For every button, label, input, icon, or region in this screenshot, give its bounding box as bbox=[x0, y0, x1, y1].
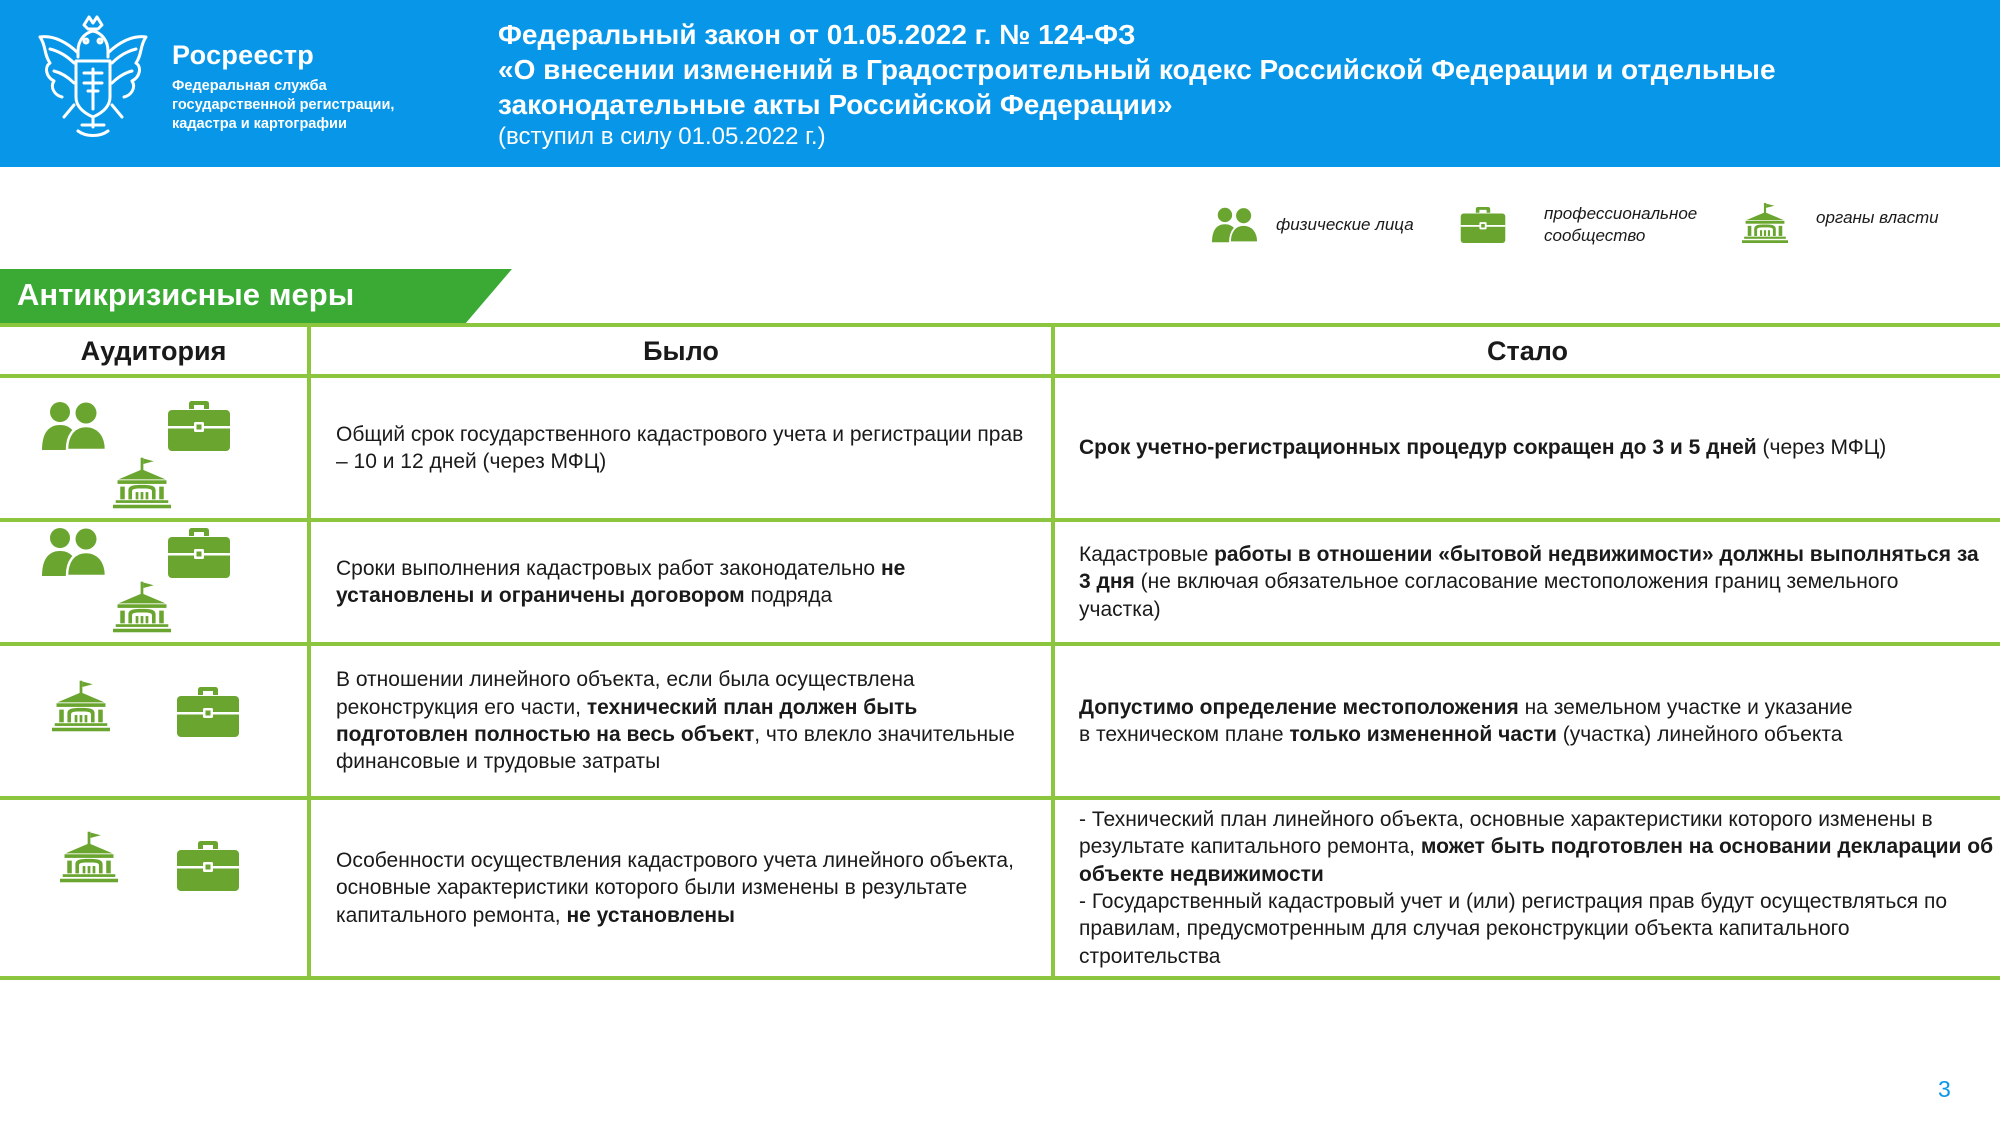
people-icon bbox=[42, 526, 106, 578]
section-banner bbox=[0, 269, 512, 324]
text-segment-bold: только измененной части bbox=[1289, 723, 1557, 746]
column-header-became: Стало bbox=[1486, 335, 1569, 366]
legend-authorities-label: органы власти bbox=[1816, 208, 1939, 227]
paragraph bbox=[1079, 806, 1994, 888]
text-segment: (участка) линейного объекта bbox=[1556, 723, 1843, 746]
text-segment: Кадастровые bbox=[1079, 543, 1215, 567]
cell-text bbox=[336, 421, 1036, 476]
government-building-icon bbox=[1742, 200, 1788, 246]
government-building-icon bbox=[113, 454, 171, 512]
column-header-was: Было bbox=[643, 335, 719, 366]
legend-individuals-label: физические лица bbox=[1276, 215, 1414, 234]
cell-text bbox=[1079, 806, 1994, 970]
brand-description: Федеральная служба государственной регистрации, кадастра и картографии bbox=[172, 78, 395, 132]
text-segment: на земельном участке и указание в техническом плане bbox=[1079, 695, 1853, 746]
text-segment-bold: не установлены и ограничены договором bbox=[336, 556, 906, 607]
briefcase-icon bbox=[176, 686, 240, 738]
legend-individuals bbox=[1212, 200, 1414, 250]
briefcase-icon bbox=[1460, 202, 1506, 248]
briefcase-icon bbox=[176, 840, 240, 892]
paragraph bbox=[1079, 888, 1994, 970]
text-segment: Особенности осуществления кадастрового учета линейного объекта, основные характеристики которого были изменены в результате капитального ремонта, bbox=[336, 849, 1014, 927]
cell-became bbox=[1079, 646, 1859, 796]
text-segment-bold: технический план должен быть подготовлен полностью на весь объект bbox=[336, 695, 918, 746]
text-segment: Общий срок государственного кадастрового учета и регистрации прав – 10 и 12 дней (через МФЦ) bbox=[336, 422, 1024, 473]
briefcase-icon bbox=[167, 527, 231, 579]
brand-block bbox=[172, 40, 432, 134]
cell-was bbox=[336, 522, 1036, 642]
text-segment-bold: работы в отношении «бытовой недвижимости» должны выполняться за 3 дня bbox=[1079, 543, 1979, 594]
government-building-icon bbox=[60, 828, 118, 886]
cell-was bbox=[336, 378, 1036, 518]
section-title: Антикризисные меры bbox=[17, 277, 355, 312]
text-segment-bold: Допустимо определение местоположения bbox=[1079, 695, 1519, 719]
column-divider-1 bbox=[307, 324, 311, 980]
cell-became bbox=[1079, 800, 1994, 976]
title-line-1: Федеральный закон от 01.05.2022 г. № 124-ФЗ bbox=[498, 19, 1136, 50]
people-icon bbox=[42, 400, 106, 452]
government-building-icon bbox=[52, 677, 110, 735]
column-divider-2 bbox=[1051, 324, 1055, 980]
cell-was bbox=[336, 646, 1036, 796]
page-number: 3 bbox=[1938, 1076, 1951, 1102]
title-line-2: «О внесении изменений в Градостроительный кодекс Российской Федерации и отдельные bbox=[498, 54, 1776, 85]
cell-text bbox=[1079, 541, 1984, 623]
cell-text bbox=[336, 555, 1036, 610]
text-segment-bold: не установлены bbox=[566, 903, 735, 927]
text-segment: подряда bbox=[744, 584, 833, 607]
column-header-audience: Аудитория bbox=[80, 335, 227, 366]
legend-professional-label: профессиональное сообщество bbox=[1544, 204, 1698, 245]
table-bottom-border bbox=[0, 976, 2000, 980]
cell-text bbox=[1079, 694, 1859, 749]
cell-became bbox=[1079, 378, 1984, 518]
briefcase-icon bbox=[167, 400, 231, 452]
brand-name: Росреестр bbox=[172, 40, 315, 70]
cell-text bbox=[336, 847, 1016, 929]
cell-was bbox=[336, 800, 1016, 976]
legend-professional bbox=[1460, 200, 1734, 250]
cell-became bbox=[1079, 522, 1984, 642]
text-segment: Сроки выполнения кадастровых работ законодательно bbox=[336, 556, 881, 580]
header-bar bbox=[0, 0, 2000, 167]
text-segment: - Государственный кадастровый учет и (или) регистрация прав будут осуществляться по правилам, предусмотренным для случая реконструкции объекта капитального строительства bbox=[1079, 890, 1948, 968]
text-segment-bold: может быть подготовлен на основании декларации об объекте недвижимости bbox=[1079, 835, 1994, 886]
text-segment: - Технический план линейного объекта, основные характеристики которого изменены в результате капитального ремонта, bbox=[1079, 808, 1933, 859]
text-segment: (не включая обязательное согласование местоположения границ земельного участка) bbox=[1079, 570, 1899, 621]
government-building-icon bbox=[113, 578, 171, 636]
title-line-3: законодательные акты Российской Федерации» bbox=[498, 89, 1173, 120]
text-segment: (через МФЦ) bbox=[1756, 436, 1887, 460]
text-segment: В отношении линейного объекта, если была осуществлена реконструкция его части, bbox=[336, 668, 915, 719]
text-segment-bold: Срок учетно-регистрационных процедур сокращен до 3 и 5 дней bbox=[1079, 436, 1757, 460]
legend-authorities bbox=[1742, 198, 1939, 248]
slide-title bbox=[498, 17, 1776, 152]
people-icon bbox=[1212, 202, 1258, 248]
eagle-emblem-icon bbox=[34, 13, 152, 145]
text-segment: , что влекло значительные финансовые и трудовые затраты bbox=[336, 723, 1015, 774]
cell-text bbox=[1079, 434, 1886, 461]
cell-text bbox=[336, 666, 1036, 775]
title-subtitle: (вступил в силу 01.05.2022 г.) bbox=[498, 123, 826, 150]
